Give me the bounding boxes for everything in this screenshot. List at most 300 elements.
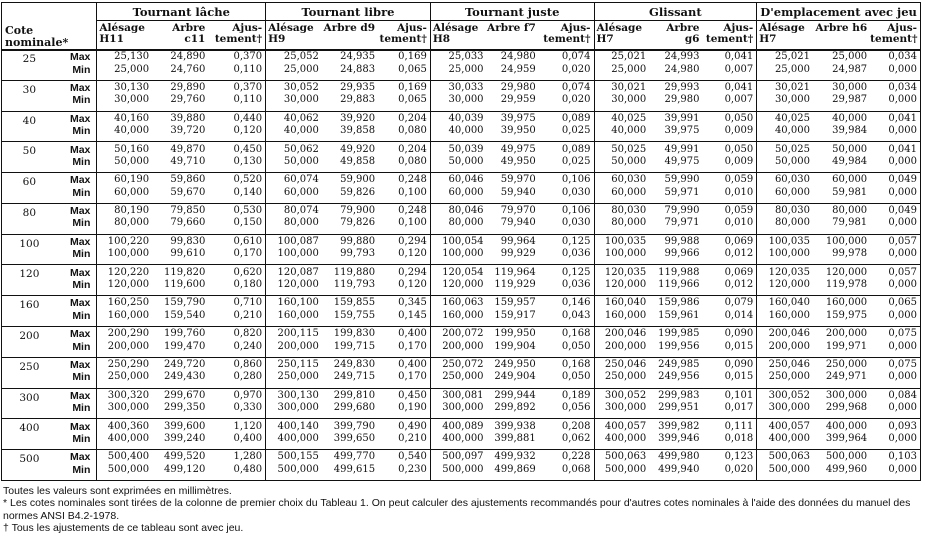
document	[1, 2, 923, 535]
value-cell: 160,000	[266, 310, 322, 322]
nominal-size: 80	[2, 205, 57, 230]
value-cell: 159,986	[658, 297, 700, 309]
column-subheader: Arbre f7	[487, 21, 539, 51]
value-cell: 30,000	[757, 94, 813, 106]
value-cell: 199,904	[494, 340, 536, 352]
value-cell: 30,000	[266, 94, 322, 106]
nominal-size: 40	[2, 113, 57, 138]
value-cell: 0,248	[398, 174, 427, 186]
separator-cell	[594, 476, 649, 481]
value-cell: 30,130	[97, 82, 152, 94]
value-cell: 30,021	[757, 82, 813, 94]
value-cell: 119,964	[494, 266, 536, 278]
group-header: Tournant lâche	[97, 3, 266, 21]
value-cell: 0,170	[398, 371, 427, 383]
value-cell: 39,720	[170, 125, 206, 137]
value-cell: 120,000	[757, 279, 813, 291]
value-cell: 300,000	[430, 402, 486, 414]
value-cell: 200,046	[594, 328, 649, 340]
value-cell: 30,000	[430, 94, 486, 106]
value-cell: 0,009	[724, 125, 754, 137]
value-cell: 0,050	[561, 340, 591, 352]
value-cell: 100,035	[594, 236, 649, 248]
nominal-size: 200	[2, 328, 57, 353]
value-cell: 40,025	[757, 113, 813, 125]
value-cell: 0,204	[398, 143, 427, 155]
value-cell: 30,000	[832, 81, 868, 93]
column-subheader: Alésage H7	[757, 21, 813, 51]
group-header: D'emplacement avec jeu	[757, 3, 921, 21]
value-cell: 120,054	[430, 266, 486, 278]
table-row	[2, 82, 921, 94]
value-cell: 0,000	[870, 217, 920, 229]
value-cell: 0,400	[398, 359, 427, 370]
value-cell: 299,810	[333, 389, 376, 401]
value-cell: 60,000	[430, 187, 486, 199]
value-cell: 0,000	[870, 94, 920, 106]
value-cell: 0,000	[870, 248, 920, 260]
value-cell: 249,971	[825, 371, 868, 383]
max-label: Max	[69, 359, 91, 371]
value-cell: 199,950	[494, 328, 536, 340]
value-cell: 0,012	[724, 279, 754, 291]
value-cell: 0,041	[724, 51, 754, 63]
max-label: Max	[69, 328, 91, 341]
value-cell: 120,220	[97, 266, 152, 278]
table-row	[2, 371, 921, 383]
value-cell: 200,046	[757, 328, 813, 340]
value-cell: 50,160	[97, 143, 152, 155]
value-cell: 400,000	[266, 433, 322, 445]
value-cell: 0,020	[724, 463, 754, 475]
value-cell: 40,025	[594, 113, 649, 125]
row-separator	[2, 476, 921, 481]
value-cell: 0,000	[870, 340, 920, 352]
value-cell: 0,370	[233, 51, 263, 63]
value-cell: 500,097	[430, 451, 486, 463]
table-row	[2, 113, 921, 125]
value-cell: 160,000	[97, 310, 152, 322]
value-cell: 0,079	[724, 297, 754, 309]
value-cell: 300,052	[594, 390, 649, 402]
value-cell: 0,036	[561, 248, 591, 260]
value-cell: 119,880	[333, 266, 376, 278]
value-cell: 0,450	[398, 389, 427, 401]
value-cell: 120,000	[266, 279, 322, 291]
value-cell: 400,057	[594, 420, 649, 432]
value-cell: 300,052	[757, 390, 813, 402]
value-cell: 60,074	[266, 174, 322, 186]
value-cell: 499,932	[494, 451, 536, 463]
value-cell: 0,000	[870, 433, 920, 445]
max-label: Max	[69, 420, 91, 433]
value-cell: 399,982	[658, 420, 700, 432]
value-cell: 99,880	[340, 235, 376, 247]
separator-cell	[2, 476, 97, 481]
value-cell: 24,987	[832, 63, 868, 75]
value-cell: 0,030	[561, 186, 591, 198]
table-row	[2, 464, 921, 476]
value-cell: 80,000	[757, 217, 813, 229]
value-cell: 79,981	[832, 217, 868, 229]
max-label: Max	[69, 451, 91, 464]
value-cell: 100,000	[430, 248, 486, 260]
value-cell: 500,000	[757, 464, 813, 476]
value-cell: 199,956	[658, 340, 700, 352]
value-cell: 0,210	[398, 432, 427, 444]
column-subheader: Alésage H8	[430, 21, 486, 51]
column-subheader: Ajus-tement†	[539, 21, 594, 51]
value-cell: 80,000	[832, 205, 868, 217]
value-cell: 1,120	[233, 420, 263, 432]
min-label: Min	[72, 125, 91, 138]
value-cell: 24,959	[500, 63, 536, 75]
value-cell: 160,000	[430, 310, 486, 322]
column-subheader: Alésage H11	[97, 21, 152, 51]
value-cell: 25,052	[266, 50, 322, 63]
table-row	[2, 143, 921, 155]
value-cell: 99,978	[832, 248, 868, 260]
min-label: Min	[72, 248, 91, 261]
value-cell: 0,000	[870, 187, 920, 199]
value-cell: 79,971	[664, 217, 700, 229]
value-cell: 0,101	[724, 389, 754, 401]
value-cell: 299,968	[825, 402, 868, 414]
value-cell: 400,000	[594, 433, 649, 445]
value-cell: 100,054	[430, 236, 486, 248]
max-label: Max	[69, 143, 91, 156]
value-cell: 400,000	[430, 433, 486, 445]
table-row	[2, 236, 921, 248]
value-cell: 0,062	[561, 432, 591, 444]
value-cell: 160,063	[430, 297, 486, 309]
max-label: Max	[69, 81, 91, 94]
value-cell: 24,883	[340, 63, 376, 75]
nominal-size: 120	[2, 266, 57, 291]
value-cell: 120,000	[825, 266, 868, 278]
separator-cell	[539, 476, 594, 481]
value-cell: 499,960	[825, 463, 868, 475]
value-cell: 49,950	[500, 155, 536, 167]
value-cell: 0,710	[233, 297, 263, 309]
value-cell: 499,980	[658, 451, 700, 463]
value-cell: 39,950	[500, 125, 536, 137]
footnote-units: Toutes les valeurs sont exprimées en millimètres.	[3, 484, 232, 497]
column-subheader: Alésage H9	[266, 21, 322, 51]
nominal-size: 100	[2, 236, 57, 261]
min-label: Min	[72, 432, 91, 445]
value-cell: 160,040	[757, 297, 813, 309]
table-row	[2, 248, 921, 260]
value-cell: 500,155	[266, 451, 322, 463]
value-cell: 159,917	[494, 309, 536, 321]
max-label: Max	[69, 235, 91, 248]
max-label: Max	[69, 205, 91, 218]
value-cell: 0,120	[233, 125, 263, 137]
value-cell: 29,993	[664, 81, 700, 93]
table-row	[2, 433, 921, 445]
value-cell: 29,980	[500, 81, 536, 93]
value-cell: 0,345	[398, 297, 427, 309]
value-cell: 25,000	[266, 63, 322, 75]
value-cell: 0,014	[724, 309, 754, 321]
value-cell: 30,000	[97, 94, 152, 106]
value-cell: 30,021	[594, 82, 649, 94]
value-cell: 499,120	[164, 463, 206, 475]
max-label: Max	[69, 266, 91, 279]
value-cell: 25,130	[97, 50, 152, 63]
value-cell: 0,049	[870, 174, 920, 186]
value-cell: 249,430	[164, 371, 206, 383]
value-cell: 40,160	[97, 113, 152, 125]
value-cell: 0,280	[233, 371, 263, 383]
value-cell: 24,980	[664, 63, 700, 75]
value-cell: 49,858	[340, 155, 376, 167]
value-cell: 0,020	[561, 94, 591, 106]
value-cell: 249,904	[494, 371, 536, 383]
value-cell: 500,000	[266, 464, 322, 476]
value-cell: 0,009	[724, 155, 754, 167]
value-cell: 24,980	[500, 51, 536, 63]
value-cell: 59,970	[500, 174, 536, 186]
value-cell: 59,981	[832, 186, 868, 198]
value-cell: 0,018	[724, 432, 754, 444]
value-cell: 399,650	[333, 432, 376, 444]
value-cell: 300,000	[757, 402, 813, 414]
value-cell: 200,000	[97, 340, 152, 352]
value-cell: 59,670	[170, 186, 206, 198]
value-cell: 80,046	[430, 205, 486, 217]
value-cell: 0,440	[233, 112, 263, 124]
value-cell: 80,030	[757, 205, 813, 217]
nominal-size: 400	[2, 420, 57, 445]
value-cell: 79,990	[664, 205, 700, 217]
value-cell: 250,072	[430, 359, 486, 371]
min-label: Min	[72, 340, 91, 353]
value-cell: 59,971	[664, 186, 700, 198]
value-cell: 159,755	[333, 309, 376, 321]
value-cell: 0,610	[233, 235, 263, 247]
max-label: Max	[69, 297, 91, 310]
value-cell: 80,074	[266, 205, 322, 217]
value-cell: 0,075	[870, 328, 920, 340]
value-cell: 0,540	[398, 451, 427, 463]
value-cell: 30,000	[594, 94, 649, 106]
value-cell: 0,017	[724, 402, 754, 414]
value-cell: 399,240	[164, 432, 206, 444]
value-cell: 0,190	[398, 402, 427, 414]
value-cell: 0,228	[561, 451, 591, 463]
value-cell: 0,145	[398, 309, 427, 321]
value-cell: 0,080	[398, 125, 427, 137]
value-cell: 199,470	[164, 340, 206, 352]
value-cell: 0,015	[724, 371, 754, 383]
value-cell: 25,033	[430, 50, 486, 63]
value-cell: 399,600	[164, 420, 206, 432]
value-cell: 39,991	[664, 112, 700, 124]
separator-cell	[702, 476, 756, 481]
value-cell: 100,000	[757, 248, 813, 260]
value-cell: 99,830	[170, 235, 206, 247]
table-row	[2, 310, 921, 322]
value-cell: 0,146	[561, 297, 591, 309]
value-cell: 500,000	[594, 464, 649, 476]
table-row	[2, 266, 921, 278]
value-cell: 25,021	[594, 50, 649, 63]
value-cell: 200,072	[430, 328, 486, 340]
value-cell: 50,039	[430, 143, 486, 155]
separator-cell	[378, 476, 430, 481]
footnote-clearance: † Tous les ajustements de ce tableau sont avec jeu.	[3, 522, 244, 535]
value-cell: 100,087	[266, 236, 322, 248]
value-cell: 399,790	[333, 420, 376, 432]
value-cell: 0,130	[233, 155, 263, 167]
separator-cell	[152, 476, 208, 481]
value-cell: 24,760	[170, 63, 206, 75]
table-row	[2, 340, 921, 352]
value-cell: 99,964	[500, 235, 536, 247]
value-cell: 49,975	[664, 155, 700, 167]
value-cell: 0,000	[870, 402, 920, 414]
min-label: Min	[72, 155, 91, 168]
value-cell: 0,100	[398, 186, 427, 198]
table-row	[2, 279, 921, 291]
value-cell: 159,957	[494, 297, 536, 309]
value-cell: 0,010	[724, 217, 754, 229]
value-cell: 29,883	[340, 94, 376, 106]
value-cell: 0,860	[233, 359, 263, 370]
value-cell: 50,000	[266, 156, 322, 168]
value-cell: 0,000	[870, 279, 920, 291]
value-cell: 300,000	[97, 402, 152, 414]
value-cell: 0,294	[398, 266, 427, 278]
value-cell: 300,000	[594, 402, 649, 414]
value-cell: 0,208	[561, 420, 591, 432]
nominal-size: 25	[2, 50, 57, 76]
value-cell: 0,180	[233, 279, 263, 291]
value-cell: 0,065	[398, 63, 427, 75]
value-cell: 60,030	[757, 174, 813, 186]
value-cell: 49,920	[340, 143, 376, 155]
value-cell: 200,115	[266, 328, 322, 340]
value-cell: 200,290	[97, 328, 152, 340]
value-cell: 0,103	[870, 451, 920, 463]
separator-cell	[487, 476, 539, 481]
value-cell: 79,940	[500, 217, 536, 229]
min-label: Min	[72, 309, 91, 322]
value-cell: 499,869	[494, 463, 536, 475]
value-cell: 0,170	[233, 248, 263, 260]
value-cell: 0,000	[870, 464, 920, 476]
value-cell: 159,540	[164, 309, 206, 321]
value-cell: 0,025	[561, 125, 591, 137]
value-cell: 0,204	[398, 112, 427, 124]
value-cell: 0,010	[724, 186, 754, 198]
table-row	[2, 420, 921, 432]
value-cell: 399,964	[825, 432, 868, 444]
nominal-size: 250	[2, 359, 57, 384]
value-cell: 399,946	[658, 432, 700, 444]
value-cell: 30,052	[266, 82, 322, 94]
separator-cell	[97, 476, 152, 481]
value-cell: 40,039	[430, 113, 486, 125]
nominal-size: 50	[2, 143, 57, 168]
table-row	[2, 451, 921, 463]
value-cell: 29,890	[170, 81, 206, 93]
separator-cell	[322, 476, 378, 481]
value-cell: 250,000	[757, 371, 813, 383]
value-cell: 25,000	[430, 63, 486, 75]
value-cell: 25,000	[832, 51, 868, 63]
value-cell: 160,000	[825, 297, 868, 309]
value-cell: 160,100	[266, 297, 322, 309]
value-cell: 0,125	[561, 235, 591, 247]
value-cell: 400,057	[757, 420, 813, 432]
value-cell: 499,940	[658, 463, 700, 475]
value-cell: 500,063	[594, 451, 649, 463]
value-cell: 39,975	[500, 112, 536, 124]
value-cell: 0,400	[233, 432, 263, 444]
value-cell: 200,000	[594, 340, 649, 352]
value-cell: 0,000	[870, 125, 920, 137]
value-cell: 119,966	[658, 279, 700, 291]
value-cell: 300,000	[266, 402, 322, 414]
value-cell: 200,000	[825, 328, 868, 340]
value-cell: 500,000	[825, 451, 868, 463]
value-cell: 0,110	[233, 94, 263, 106]
column-subheader: Alésage H7	[594, 21, 649, 51]
value-cell: 0,170	[398, 340, 427, 352]
value-cell: 40,000	[832, 112, 868, 124]
value-cell: 0,015	[724, 340, 754, 352]
fits-table	[1, 2, 921, 481]
value-cell: 60,000	[97, 187, 152, 199]
value-cell: 0,041	[870, 143, 920, 155]
value-cell: 29,959	[500, 94, 536, 106]
value-cell: 39,920	[340, 112, 376, 124]
value-cell: 159,975	[825, 309, 868, 321]
min-label: Min	[72, 63, 91, 76]
min-label: Min	[72, 186, 91, 199]
value-cell: 50,025	[757, 143, 813, 155]
value-cell: 0,020	[561, 63, 591, 75]
nominal-size: 60	[2, 174, 57, 199]
value-cell: 0,089	[561, 112, 591, 124]
value-cell: 0,123	[724, 451, 754, 463]
value-cell: 0,050	[724, 143, 754, 155]
value-cell: 79,900	[340, 205, 376, 217]
value-cell: 0,000	[870, 371, 920, 383]
value-cell: 60,046	[430, 174, 486, 186]
value-cell: 0,168	[561, 359, 591, 370]
value-cell: 100,035	[757, 236, 813, 248]
value-cell: 39,858	[340, 125, 376, 137]
value-cell: 40,000	[266, 125, 322, 137]
table-row	[2, 390, 921, 402]
table-row	[2, 94, 921, 106]
value-cell: 0,125	[561, 266, 591, 278]
value-cell: 0,030	[561, 217, 591, 229]
value-cell: 0,000	[870, 310, 920, 322]
value-cell: 199,760	[164, 328, 206, 340]
value-cell: 300,000	[825, 389, 868, 401]
value-cell: 120,087	[266, 266, 322, 278]
value-cell: 400,089	[430, 420, 486, 432]
value-cell: 99,610	[170, 248, 206, 260]
value-cell: 100,220	[97, 236, 152, 248]
value-cell: 160,250	[97, 297, 152, 309]
value-cell: 0,065	[398, 94, 427, 106]
